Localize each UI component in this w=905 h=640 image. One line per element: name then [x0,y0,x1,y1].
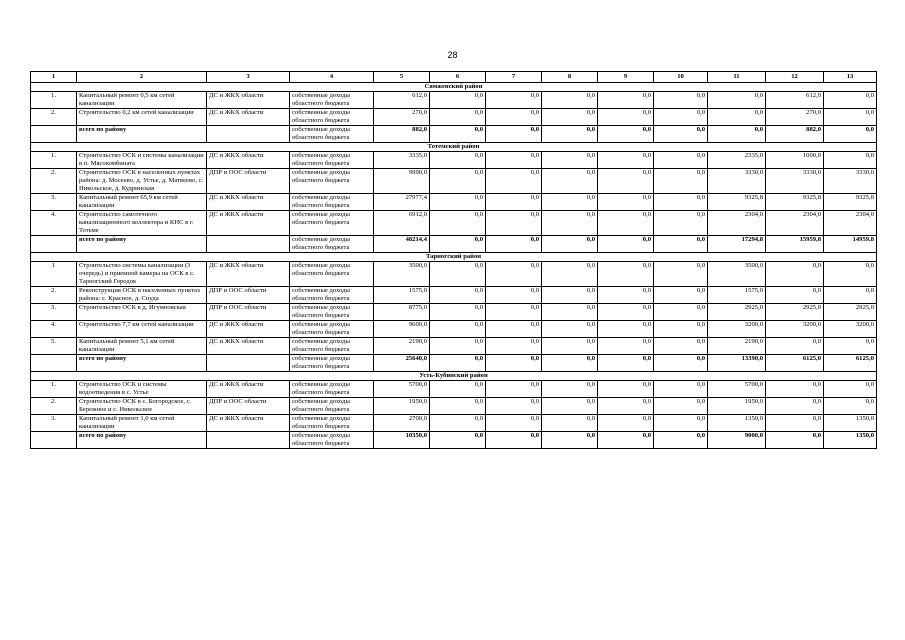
header-cell: 3 [207,72,290,83]
amount-cell: 6125,0 [766,355,824,372]
row-number: 1. [31,381,77,398]
measure-name: Строительство 7,7 км сетей канализации [77,321,207,338]
amount-cell: 0,0 [542,398,598,415]
executor: ДПР и ООС области [207,398,290,415]
measure-name: Капитальный ремонт 65,9 км сетей канализации [77,194,207,211]
amount-cell: 1000,0 [766,152,824,169]
amount-cell: 0,0 [542,304,598,321]
amount-cell: 0,0 [486,398,542,415]
amount-cell: 5700,0 [708,381,766,398]
measure-name: Строительство ОСК и системы канализации в п. Мясокомбината [77,152,207,169]
amount-cell: 9600,0 [374,321,430,338]
amount-cell: 0,0 [542,109,598,126]
amount-cell: 612,0 [374,92,430,109]
amount-cell: 9000,0 [708,432,766,449]
amount-cell: 0,0 [598,287,654,304]
amount-cell: 0,0 [654,432,708,449]
row-number: 1. [31,92,77,109]
executor [207,236,290,253]
amount-cell: 9325,8 [824,194,877,211]
funding-source: собственные доходы областного бюджета [290,381,374,398]
district-total-row [31,126,877,143]
amount-cell: 0,0 [654,152,708,169]
amount-cell: 0,0 [430,304,486,321]
amount-cell: 0,0 [708,126,766,143]
amount-cell: 0,0 [486,381,542,398]
amount-cell: 0,0 [542,381,598,398]
row-number: 2. [31,398,77,415]
amount-cell: 0,0 [542,415,598,432]
amount-cell: 3500,0 [708,262,766,287]
amount-cell: 0,0 [486,262,542,287]
amount-cell: 2335,0 [708,152,766,169]
executor: ДС и ЖКХ области [207,321,290,338]
executor [207,126,290,143]
table-row [31,287,877,304]
amount-cell: 2304,0 [824,211,877,236]
header-cell: 1 [31,72,77,83]
amount-cell: 2304,0 [766,211,824,236]
amount-cell: 0,0 [486,126,542,143]
amount-cell: 5700,0 [374,381,430,398]
amount-cell: 2925,0 [824,304,877,321]
measure-name: Строительство 0,2 км сетей канализации [77,109,207,126]
amount-cell: 0,0 [654,92,708,109]
executor: ДС и ЖКХ области [207,338,290,355]
amount-cell: 2304,0 [708,211,766,236]
header-cell: 6 [430,72,486,83]
measure-name: всего по району [77,126,207,143]
measure-name: Строительство ОСК в с. Богородское, с. Бережное и с. Никольское [77,398,207,415]
amount-cell: 2925,0 [708,304,766,321]
row-number: 4. [31,321,77,338]
amount-cell: 0,0 [654,355,708,372]
amount-cell: 0,0 [430,169,486,194]
amount-cell: 13390,0 [708,355,766,372]
amount-cell: 0,0 [654,236,708,253]
district-title: Усть-Кубинский район [31,372,877,381]
header-cell: 5 [374,72,430,83]
amount-cell: 3335,0 [374,152,430,169]
row-number: 1. [31,152,77,169]
amount-cell: 0,0 [430,262,486,287]
funding-source: собственные доходы областного бюджета [290,398,374,415]
executor: ДС и ЖКХ области [207,262,290,287]
amount-cell: 0,0 [598,415,654,432]
amount-cell: 0,0 [486,92,542,109]
amount-cell: 0,0 [486,321,542,338]
amount-cell: 0,0 [430,338,486,355]
amount-cell: 0,0 [542,262,598,287]
amount-cell: 0,0 [486,169,542,194]
amount-cell: 0,0 [430,432,486,449]
amount-cell: 0,0 [542,432,598,449]
amount-cell: 0,0 [766,398,824,415]
amount-cell: 0,0 [542,126,598,143]
table-row [31,398,877,415]
district-title: Тарногский район [31,253,877,262]
table-row [31,109,877,126]
measure-name: Строительство самотечного канализационного коллектора и КНС в г. Тотьме [77,211,207,236]
amount-cell: 3200,0 [708,321,766,338]
measure-name: Строительство ОСК в д. Игумновская [77,304,207,321]
amount-cell: 1350,0 [708,415,766,432]
amount-cell: 0,0 [430,152,486,169]
amount-cell: 0,0 [486,152,542,169]
header-cell: 13 [824,72,877,83]
amount-cell: 0,0 [824,381,877,398]
amount-cell: 0,0 [598,126,654,143]
amount-cell: 9990,0 [374,169,430,194]
amount-cell: 0,0 [598,92,654,109]
amount-cell: 0,0 [486,415,542,432]
amount-cell: 0,0 [430,211,486,236]
amount-cell: 0,0 [654,287,708,304]
header-cell: 7 [486,72,542,83]
amount-cell: 0,0 [430,321,486,338]
funding-source: собственные доходы областного бюджета [290,355,374,372]
measure-name: Строительство ОСК в населенных пунктах района: д. Мосеево, д. Устье, д. Матвеево, с. Никольское, д. Кудринская [77,169,207,194]
amount-cell: 0,0 [486,109,542,126]
amount-cell: 9325,8 [708,194,766,211]
amount-cell: 0,0 [486,338,542,355]
executor: ДС и ЖКХ области [207,194,290,211]
executor: ДС и ЖКХ области [207,415,290,432]
amount-cell: 0,0 [598,152,654,169]
amount-cell: 0,0 [486,236,542,253]
amount-cell: 3330,0 [824,169,877,194]
amount-cell: 0,0 [430,126,486,143]
amount-cell: 0,0 [598,169,654,194]
amount-cell: 0,0 [598,381,654,398]
funding-source: собственные доходы областного бюджета [290,92,374,109]
header-cell: 11 [708,72,766,83]
amount-cell: 0,0 [654,338,708,355]
amount-cell: 3200,0 [824,321,877,338]
funding-source: собственные доходы областного бюджета [290,109,374,126]
row-number: 3. [31,415,77,432]
table-row [31,381,877,398]
amount-cell: 0,0 [598,304,654,321]
amount-cell: 0,0 [824,262,877,287]
amount-cell: 0,0 [598,194,654,211]
row-number: 4. [31,211,77,236]
amount-cell: 0,0 [766,338,824,355]
amount-cell: 882,0 [374,126,430,143]
header-cell: 9 [598,72,654,83]
amount-cell: 0,0 [824,92,877,109]
amount-cell: 1950,0 [374,398,430,415]
funding-source: собственные доходы областного бюджета [290,169,374,194]
amount-cell: 0,0 [654,211,708,236]
header-cell: 10 [654,72,708,83]
amount-cell: 0,0 [598,338,654,355]
amount-cell: 0,0 [824,338,877,355]
row-number: 5. [31,338,77,355]
amount-cell: 0,0 [486,304,542,321]
row-number: 2. [31,287,77,304]
amount-cell: 0,0 [486,194,542,211]
district-section-row [31,372,877,381]
amount-cell: 25640,0 [374,355,430,372]
amount-cell: 0,0 [708,109,766,126]
amount-cell: 1575,0 [708,287,766,304]
amount-cell: 0,0 [654,262,708,287]
amount-cell: 0,0 [430,109,486,126]
executor: ДПР и ООС области [207,169,290,194]
amount-cell: 8775,0 [374,304,430,321]
funding-source: собственные доходы областного бюджета [290,415,374,432]
amount-cell: 0,0 [654,415,708,432]
district-total-row [31,355,877,372]
amount-cell: 0,0 [766,262,824,287]
amount-cell: 0,0 [430,92,486,109]
amount-cell: 0,0 [430,287,486,304]
executor: ДС и ЖКХ области [207,381,290,398]
table-row [31,92,877,109]
funding-source: собственные доходы областного бюджета [290,432,374,449]
amount-cell: 0,0 [824,398,877,415]
amount-cell: 0,0 [542,321,598,338]
amount-cell: 0,0 [430,236,486,253]
amount-cell: 48214,4 [374,236,430,253]
row-number: 2. [31,169,77,194]
table-row [31,211,877,236]
executor: ДПР и ООС области [207,304,290,321]
amount-cell: 0,0 [654,398,708,415]
amount-cell: 0,0 [430,398,486,415]
amount-cell: 0,0 [654,194,708,211]
amount-cell: 0,0 [598,355,654,372]
amount-cell: 612,0 [766,92,824,109]
amount-cell: 6912,0 [374,211,430,236]
amount-cell: 0,0 [430,194,486,211]
row-number [31,126,77,143]
amount-cell: 882,0 [766,126,824,143]
table-row [31,415,877,432]
amount-cell: 0,0 [542,152,598,169]
table-row [31,169,877,194]
amount-cell: 2190,0 [708,338,766,355]
table-row [31,262,877,287]
amount-cell: 0,0 [486,211,542,236]
amount-cell: 0,0 [430,381,486,398]
amount-cell: 0,0 [654,109,708,126]
amount-cell: 0,0 [542,355,598,372]
amount-cell: 1950,0 [708,398,766,415]
row-number: 3. [31,304,77,321]
amount-cell: 270,0 [766,109,824,126]
measure-name: всего по району [77,355,207,372]
amount-cell: 0,0 [654,381,708,398]
amount-cell: 0,0 [430,415,486,432]
amount-cell: 0,0 [766,381,824,398]
amount-cell: 14959,8 [824,236,877,253]
district-section-row [31,253,877,262]
measure-name: Капитальный ремонт 5,1 км сетей канализации [77,338,207,355]
table-body [31,72,877,449]
amount-cell: 0,0 [654,169,708,194]
amount-cell: 9325,8 [766,194,824,211]
measure-name: Капитальный ремонт 1,0 км сетей канализации [77,415,207,432]
amount-cell: 0,0 [598,398,654,415]
table-row [31,321,877,338]
district-section-row [31,143,877,152]
executor: ДС и ЖКХ области [207,152,290,169]
page-number: 28 [447,50,458,60]
table-row [31,304,877,321]
funding-source: собственные доходы областного бюджета [290,262,374,287]
amount-cell: 0,0 [598,262,654,287]
executor [207,355,290,372]
row-number: 3. [31,194,77,211]
row-number [31,432,77,449]
measure-name: Строительство ОСК и системы водоотведения в с. Устье [77,381,207,398]
amount-cell: 0,0 [542,92,598,109]
amount-cell: 0,0 [766,432,824,449]
measure-name: Капитальный ремонт 0,5 км сетей канализации [77,92,207,109]
amount-cell: 0,0 [542,194,598,211]
district-total-row [31,432,877,449]
row-number [31,355,77,372]
amount-cell: 0,0 [766,415,824,432]
header-cell: 12 [766,72,824,83]
amount-cell: 0,0 [598,236,654,253]
amount-cell: 10350,0 [374,432,430,449]
header-row [31,72,877,83]
amount-cell: 1350,0 [824,415,877,432]
amount-cell: 0,0 [824,287,877,304]
district-section-row [31,83,877,92]
amount-cell: 2190,0 [374,338,430,355]
funding-source: собственные доходы областного бюджета [290,126,374,143]
amount-cell: 1575,0 [374,287,430,304]
district-title: Тотемский район [31,143,877,152]
amount-cell: 2925,0 [766,304,824,321]
amount-cell: 0,0 [486,287,542,304]
amount-cell: 27977,4 [374,194,430,211]
amount-cell: 6125,0 [824,355,877,372]
amount-cell: 0,0 [542,338,598,355]
amount-cell: 0,0 [542,211,598,236]
amount-cell: 0,0 [486,432,542,449]
measure-name: Строительство системы канализации (3 очередь) и приемной камеры на ОСК в с. Тарногский Городок [77,262,207,287]
amount-cell: 2700,0 [374,415,430,432]
amount-cell: 3330,0 [708,169,766,194]
funding-source: собственные доходы областного бюджета [290,321,374,338]
funding-source: собственные доходы областного бюджета [290,236,374,253]
amount-cell: 0,0 [824,152,877,169]
header-cell: 2 [77,72,207,83]
amount-cell: 0,0 [654,321,708,338]
executor: ДС и ЖКХ области [207,92,290,109]
amount-cell: 1350,0 [824,432,877,449]
table-row [31,152,877,169]
funding-source: собственные доходы областного бюджета [290,194,374,211]
measure-name: всего по району [77,236,207,253]
district-title: Сямженский район [31,83,877,92]
amount-cell: 3500,0 [374,262,430,287]
row-number [31,236,77,253]
amount-cell: 15959,8 [766,236,824,253]
row-number: 2. [31,109,77,126]
amount-cell: 17294,8 [708,236,766,253]
amount-cell: 0,0 [824,126,877,143]
amount-cell: 0,0 [598,109,654,126]
amount-cell: 0,0 [766,287,824,304]
amount-cell: 0,0 [654,304,708,321]
header-cell: 8 [542,72,598,83]
header-cell: 4 [290,72,374,83]
funding-source: собственные доходы областного бюджета [290,152,374,169]
amount-cell: 0,0 [598,211,654,236]
table-row [31,194,877,211]
measure-name: всего по району [77,432,207,449]
amount-cell: 0,0 [598,432,654,449]
amount-cell: 270,0 [374,109,430,126]
amount-cell: 0,0 [598,321,654,338]
funding-source: собственные доходы областного бюджета [290,304,374,321]
amount-cell: 0,0 [430,355,486,372]
funding-source: собственные доходы областного бюджета [290,211,374,236]
budget-table [30,71,877,449]
measure-name: Реконструкция ОСК в населенных пунктах района: с. Красное, д. Спуда [77,287,207,304]
amount-cell: 3330,0 [766,169,824,194]
executor [207,432,290,449]
amount-cell: 3200,0 [766,321,824,338]
executor: ДПР и ООС области [207,287,290,304]
amount-cell: 0,0 [542,287,598,304]
amount-cell: 0,0 [542,236,598,253]
funding-source: собственные доходы областного бюджета [290,338,374,355]
amount-cell: 0,0 [654,126,708,143]
table-row [31,338,877,355]
amount-cell: 0,0 [486,355,542,372]
executor: ДС и ЖКХ области [207,211,290,236]
row-number: 1 [31,262,77,287]
amount-cell: 0,0 [542,169,598,194]
funding-source: собственные доходы областного бюджета [290,287,374,304]
district-total-row [31,236,877,253]
amount-cell: 0,0 [708,92,766,109]
executor: ДС и ЖКХ области [207,109,290,126]
amount-cell: 0,0 [824,109,877,126]
